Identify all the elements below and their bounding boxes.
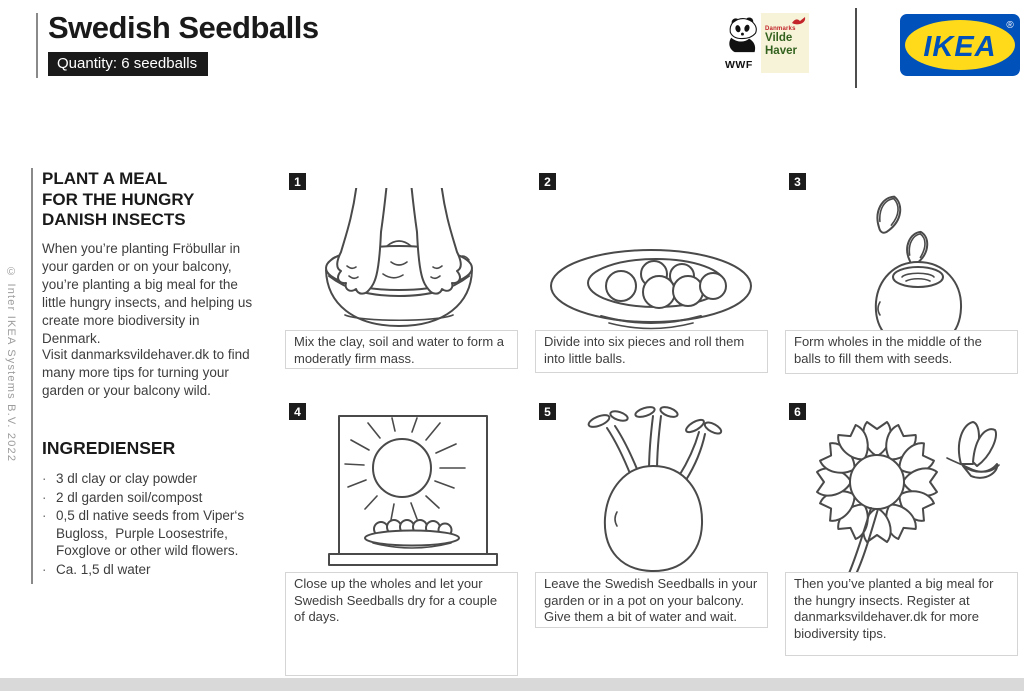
step-6-caption: Then you’ve planted a big meal for the hungry insects. Register at danmarksvildehaver.dk for more biodiversity tips. [785, 572, 1018, 656]
ikea-registered-mark: ® [1006, 20, 1014, 31]
bullet-dot: · [42, 489, 47, 505]
intro-heading-line-2: FOR THE HUNGRY [42, 189, 195, 209]
step-6-number-badge: 6 [789, 403, 806, 420]
sprouting-seedball-icon [553, 404, 763, 579]
page-title: Swedish Seedballs [48, 10, 319, 45]
haver-label: Haver [765, 44, 797, 57]
danmarks-label: Danmarks [765, 26, 796, 32]
copyright-text: © Inter IKEA Systems B.V. 2022 [5, 266, 17, 463]
step-2-number-badge: 2 [539, 173, 556, 190]
ingredient-item: · 2 dl garden soil/compost [42, 489, 203, 505]
ingredient-item: · 3 dl clay or clay powder [42, 471, 198, 486]
red-bird-icon [791, 16, 807, 26]
intro-heading-line-3: DANISH INSECTS [42, 210, 186, 230]
vilde-label: Vilde [765, 32, 793, 44]
ingredients-heading: INGREDIENSER [42, 438, 176, 458]
intro-paragraph: When you’re planting Fröbullar in your garden or on your balcony, you’re planting a big meal for the little hungry insects, and helping us create more biodiversity in Denmark. [42, 241, 253, 346]
ikea-logo [900, 14, 1020, 76]
step-3-number-badge: 3 [789, 173, 806, 190]
step-4-number-badge: 4 [289, 403, 306, 420]
bullet-dot: · [42, 561, 47, 577]
title-accent-rule [36, 13, 38, 78]
hands-mixing-in-bowl-icon [299, 188, 499, 338]
flower-and-butterfly-icon [785, 402, 1018, 588]
wwf-panda-icon [724, 14, 760, 56]
step-1-number-badge: 1 [289, 173, 306, 190]
wwf-wordmark: WWF [725, 59, 753, 71]
step-5-caption: Leave the Swedish Seedballs in your garden or in a pot on your balcony. Give them a bit of water and wait. [535, 572, 768, 628]
intro-heading [42, 169, 194, 231]
bullet-dot: · [42, 508, 47, 524]
visit-paragraph: Visit danmarksvildehaver.dk to find many more tips for turning your garden or your balcony wild. [42, 347, 250, 398]
logo-divider [855, 8, 857, 88]
seeds-dropping-into-ball-icon [810, 184, 1010, 349]
quantity-badge: Quantity: 6 seedballs [48, 52, 208, 76]
step-2-caption: Divide into six pieces and roll them into little balls. [535, 330, 768, 373]
wwf-vilde-haver-logo [723, 13, 809, 73]
vilde-haver-panel [761, 13, 809, 73]
step-5-number-badge: 5 [539, 403, 556, 420]
step-4-caption: Close up the wholes and let your Swedish Seedballs dry for a couple of days. [285, 572, 518, 676]
intro-heading-line-1: PLANT A MEAL [42, 169, 168, 188]
plate-with-six-balls-icon [541, 226, 761, 341]
bottom-gray-bar [0, 678, 1024, 691]
step-3-caption: Form wholes in the middle of the balls to fill them with seeds. [785, 330, 1018, 374]
ingredient-item: · 0,5 dl native seeds from Viper‘s Bugloss, Purple Loosestrife, Foxglove or other wild flowers. [42, 508, 248, 559]
ingredients-list [42, 470, 258, 579]
ikea-wordmark: IKEA [923, 31, 997, 63]
bullet-dot: · [42, 471, 47, 486]
wwf-panel [723, 13, 761, 73]
sidebar-accent-rule-bottom [31, 436, 33, 584]
seedballs-drying-in-sunny-window-icon [307, 410, 517, 570]
step-1-caption: Mix the clay, soil and water to form a moderatly firm mass. [285, 330, 518, 369]
ingredient-item: · Ca. 1,5 dl water [42, 561, 151, 577]
